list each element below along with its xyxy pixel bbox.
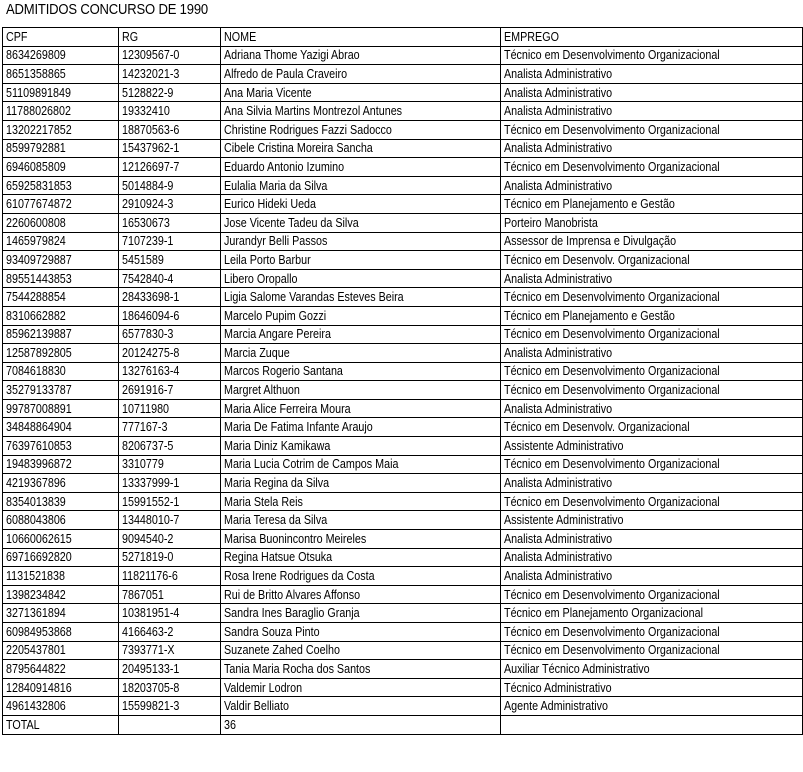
nome-cell: Sandra Ines Baraglio Granja	[221, 604, 501, 623]
nome-cell: Maria Alice Ferreira Moura	[221, 399, 501, 418]
emprego-cell: Analista Administrativo	[501, 530, 803, 549]
emprego-cell: Analista Administrativo	[501, 344, 803, 363]
nome-cell: Ana Maria Vicente	[221, 83, 501, 102]
emprego-cell: Técnico em Desenvolvimento Organizacional	[501, 492, 803, 511]
rg-cell: 4166463-2	[119, 623, 221, 642]
emprego-cell: Técnico em Desenvolv. Organizacional	[501, 418, 803, 437]
table-row	[3, 325, 803, 344]
table-row	[3, 213, 803, 232]
nome-cell: Alfredo de Paula Craveiro	[221, 65, 501, 84]
emprego-cell: Analista Administrativo	[501, 548, 803, 567]
nome-cell: Jurandyr Belli Passos	[221, 232, 501, 251]
emprego-cell: Analista Administrativo	[501, 139, 803, 158]
emprego-cell: Técnico em Desenvolvimento Organizacional	[501, 585, 803, 604]
table-row	[3, 399, 803, 418]
nome-cell: Valdemir Lodron	[221, 678, 501, 697]
cpf-cell: 93409729887	[3, 251, 119, 270]
nome-cell: Maria Lucia Cotrim de Campos Maia	[221, 455, 501, 474]
nome-cell: Marisa Buonincontro Meireles	[221, 530, 501, 549]
emprego-cell: Técnico em Desenvolvimento Organizacional	[501, 288, 803, 307]
table-row	[3, 492, 803, 511]
cpf-cell: 11788026802	[3, 102, 119, 121]
cpf-cell: 99787008891	[3, 399, 119, 418]
rg-cell: 13276163-4	[119, 362, 221, 381]
nome-cell: Eduardo Antonio Izumino	[221, 158, 501, 177]
rg-cell: 2691916-7	[119, 381, 221, 400]
table-row	[3, 362, 803, 381]
rg-cell: 20124275-8	[119, 344, 221, 363]
nome-cell: Tania Maria Rocha dos Santos	[221, 660, 501, 679]
table-row	[3, 120, 803, 139]
cpf-cell: 19483996872	[3, 455, 119, 474]
cpf-cell: 12840914816	[3, 678, 119, 697]
nome-cell: Maria Diniz Kamikawa	[221, 437, 501, 456]
rg-cell: 18203705-8	[119, 678, 221, 697]
nome-cell: Marcia Zuque	[221, 344, 501, 363]
nome-cell: Maria Stela Reis	[221, 492, 501, 511]
table-row	[3, 269, 803, 288]
nome-cell: Sandra Souza Pinto	[221, 623, 501, 642]
rg-cell: 10381951-4	[119, 604, 221, 623]
nome-cell: Suzanete Zahed Coelho	[221, 641, 501, 660]
table-row	[3, 548, 803, 567]
rg-cell: 5271819-0	[119, 548, 221, 567]
emprego-cell: Porteiro Manobrista	[501, 213, 803, 232]
table-row	[3, 251, 803, 270]
table-row	[3, 678, 803, 697]
cpf-cell: 1131521838	[3, 567, 119, 586]
cpf-cell: 6946085809	[3, 158, 119, 177]
cpf-cell: 34848864904	[3, 418, 119, 437]
table-row	[3, 437, 803, 456]
header-rg: RG	[119, 28, 221, 47]
rg-cell: 8206737-5	[119, 437, 221, 456]
rg-cell: 19332410	[119, 102, 221, 121]
table-row	[3, 176, 803, 195]
nome-cell: Leila Porto Barbur	[221, 251, 501, 270]
emprego-cell: Agente Administrativo	[501, 697, 803, 716]
table-row	[3, 306, 803, 325]
rg-cell: 13448010-7	[119, 511, 221, 530]
table-row	[3, 46, 803, 65]
rg-cell: 15991552-1	[119, 492, 221, 511]
rg-cell: 6577830-3	[119, 325, 221, 344]
rg-cell: 15599821-3	[119, 697, 221, 716]
header-cpf: CPF	[3, 28, 119, 47]
header-nome: NOME	[221, 28, 501, 47]
cpf-cell: 8599792881	[3, 139, 119, 158]
nome-cell: Christine Rodrigues Fazzi Sadocco	[221, 120, 501, 139]
cpf-cell: 65925831853	[3, 176, 119, 195]
total-count: 36	[221, 715, 501, 734]
cpf-cell: 89551443853	[3, 269, 119, 288]
admitidos-table	[2, 27, 803, 735]
cpf-cell: 76397610853	[3, 437, 119, 456]
rg-cell: 15437962-1	[119, 139, 221, 158]
cpf-cell: 8310662882	[3, 306, 119, 325]
rg-cell: 2910924-3	[119, 195, 221, 214]
cpf-cell: 35279133787	[3, 381, 119, 400]
total-rg-cell	[119, 715, 221, 734]
cpf-cell: 13202217852	[3, 120, 119, 139]
cpf-cell: 51109891849	[3, 83, 119, 102]
emprego-cell: Técnico em Desenvolvimento Organizacional	[501, 623, 803, 642]
table-row	[3, 660, 803, 679]
nome-cell: Cibele Cristina Moreira Sancha	[221, 139, 501, 158]
emprego-cell: Técnico em Planejamento e Gestão	[501, 195, 803, 214]
nome-cell: Maria De Fatima Infante Araujo	[221, 418, 501, 437]
table-row	[3, 381, 803, 400]
nome-cell: Ana Silvia Martins Montrezol Antunes	[221, 102, 501, 121]
table-row	[3, 65, 803, 84]
nome-cell: Marcos Rogerio Santana	[221, 362, 501, 381]
table-row	[3, 232, 803, 251]
rg-cell: 7393771-X	[119, 641, 221, 660]
table-row	[3, 102, 803, 121]
table-row	[3, 604, 803, 623]
rg-cell: 7867051	[119, 585, 221, 604]
rg-cell: 5014884-9	[119, 176, 221, 195]
emprego-cell: Analista Administrativo	[501, 474, 803, 493]
cpf-cell: 85962139887	[3, 325, 119, 344]
emprego-cell: Analista Administrativo	[501, 65, 803, 84]
table-row	[3, 344, 803, 363]
table-row	[3, 567, 803, 586]
cpf-cell: 3271361894	[3, 604, 119, 623]
table-row	[3, 585, 803, 604]
emprego-cell: Técnico em Desenvolvimento Organizacional	[501, 158, 803, 177]
total-row	[3, 715, 803, 734]
rg-cell: 7107239-1	[119, 232, 221, 251]
table-row	[3, 623, 803, 642]
emprego-cell: Técnico em Desenvolvimento Organizacional	[501, 46, 803, 65]
total-emprego-cell	[501, 715, 803, 734]
nome-cell: Valdir Belliato	[221, 697, 501, 716]
cpf-cell: 10660062615	[3, 530, 119, 549]
emprego-cell: Técnico Administrativo	[501, 678, 803, 697]
rg-cell: 16530673	[119, 213, 221, 232]
nome-cell: Eurico Hideki Ueda	[221, 195, 501, 214]
nome-cell: Marcia Angare Pereira	[221, 325, 501, 344]
cpf-cell: 1398234842	[3, 585, 119, 604]
emprego-cell: Técnico em Desenvolvimento Organizacional	[501, 381, 803, 400]
rg-cell: 777167-3	[119, 418, 221, 437]
nome-cell: Marcelo Pupim Gozzi	[221, 306, 501, 325]
cpf-cell: 1465979824	[3, 232, 119, 251]
table-row	[3, 455, 803, 474]
cpf-cell: 8634269809	[3, 46, 119, 65]
table-row	[3, 195, 803, 214]
emprego-cell: Assessor de Imprensa e Divulgação	[501, 232, 803, 251]
nome-cell: Libero Oropallo	[221, 269, 501, 288]
rg-cell: 9094540-2	[119, 530, 221, 549]
cpf-cell: 12587892805	[3, 344, 119, 363]
emprego-cell: Analista Administrativo	[501, 83, 803, 102]
rg-cell: 12126697-7	[119, 158, 221, 177]
table-header-row	[3, 28, 803, 47]
nome-cell: Margret Althuon	[221, 381, 501, 400]
table-row	[3, 697, 803, 716]
emprego-cell: Assistente Administrativo	[501, 437, 803, 456]
cpf-cell: 2260600808	[3, 213, 119, 232]
table-row	[3, 418, 803, 437]
emprego-cell: Auxiliar Técnico Administrativo	[501, 660, 803, 679]
emprego-cell: Técnico em Planejamento e Gestão	[501, 306, 803, 325]
emprego-cell: Técnico em Desenvolv. Organizacional	[501, 251, 803, 270]
nome-cell: Eulalia Maria da Silva	[221, 176, 501, 195]
cpf-cell: 60984953868	[3, 623, 119, 642]
emprego-cell: Analista Administrativo	[501, 269, 803, 288]
rg-cell: 5451589	[119, 251, 221, 270]
table-row	[3, 530, 803, 549]
cpf-cell: 69716692820	[3, 548, 119, 567]
emprego-cell: Técnico em Desenvolvimento Organizacional	[501, 641, 803, 660]
cpf-cell: 7084618830	[3, 362, 119, 381]
emprego-cell: Técnico em Planejamento Organizacional	[501, 604, 803, 623]
nome-cell: Rosa Irene Rodrigues da Costa	[221, 567, 501, 586]
table-row	[3, 474, 803, 493]
table-row	[3, 83, 803, 102]
rg-cell: 5128822-9	[119, 83, 221, 102]
rg-cell: 18646094-6	[119, 306, 221, 325]
nome-cell: Adriana Thome Yazigi Abrao	[221, 46, 501, 65]
cpf-cell: 61077674872	[3, 195, 119, 214]
rg-cell: 13337999-1	[119, 474, 221, 493]
emprego-cell: Técnico em Desenvolvimento Organizacional	[501, 120, 803, 139]
nome-cell: Ligia Salome Varandas Esteves Beira	[221, 288, 501, 307]
rg-cell: 18870563-6	[119, 120, 221, 139]
emprego-cell: Analista Administrativo	[501, 176, 803, 195]
rg-cell: 3310779	[119, 455, 221, 474]
cpf-cell: 8795644822	[3, 660, 119, 679]
emprego-cell: Técnico em Desenvolvimento Organizacional	[501, 362, 803, 381]
header-emprego: EMPREGO	[501, 28, 803, 47]
emprego-cell: Analista Administrativo	[501, 567, 803, 586]
nome-cell: Maria Teresa da Silva	[221, 511, 501, 530]
cpf-cell: 4961432806	[3, 697, 119, 716]
rg-cell: 28433698-1	[119, 288, 221, 307]
nome-cell: Jose Vicente Tadeu da Silva	[221, 213, 501, 232]
cpf-cell: 2205437801	[3, 641, 119, 660]
emprego-cell: Analista Administrativo	[501, 102, 803, 121]
cpf-cell: 6088043806	[3, 511, 119, 530]
rg-cell: 20495133-1	[119, 660, 221, 679]
cpf-cell: 7544288854	[3, 288, 119, 307]
table-row	[3, 288, 803, 307]
emprego-cell: Analista Administrativo	[501, 399, 803, 418]
cpf-cell: 8354013839	[3, 492, 119, 511]
emprego-cell: Técnico em Desenvolvimento Organizacional	[501, 455, 803, 474]
rg-cell: 11821176-6	[119, 567, 221, 586]
nome-cell: Rui de Britto Alvares Affonso	[221, 585, 501, 604]
rg-cell: 14232021-3	[119, 65, 221, 84]
nome-cell: Maria Regina da Silva	[221, 474, 501, 493]
page-title: ADMITIDOS CONCURSO DE 1990	[6, 2, 208, 18]
nome-cell: Regina Hatsue Otsuka	[221, 548, 501, 567]
emprego-cell: Assistente Administrativo	[501, 511, 803, 530]
emprego-cell: Técnico em Desenvolvimento Organizacional	[501, 325, 803, 344]
total-label: TOTAL	[3, 715, 119, 734]
table-row	[3, 158, 803, 177]
cpf-cell: 4219367896	[3, 474, 119, 493]
rg-cell: 10711980	[119, 399, 221, 418]
rg-cell: 7542840-4	[119, 269, 221, 288]
cpf-cell: 8651358865	[3, 65, 119, 84]
table-row	[3, 641, 803, 660]
table-row	[3, 139, 803, 158]
rg-cell: 12309567-0	[119, 46, 221, 65]
table-row	[3, 511, 803, 530]
